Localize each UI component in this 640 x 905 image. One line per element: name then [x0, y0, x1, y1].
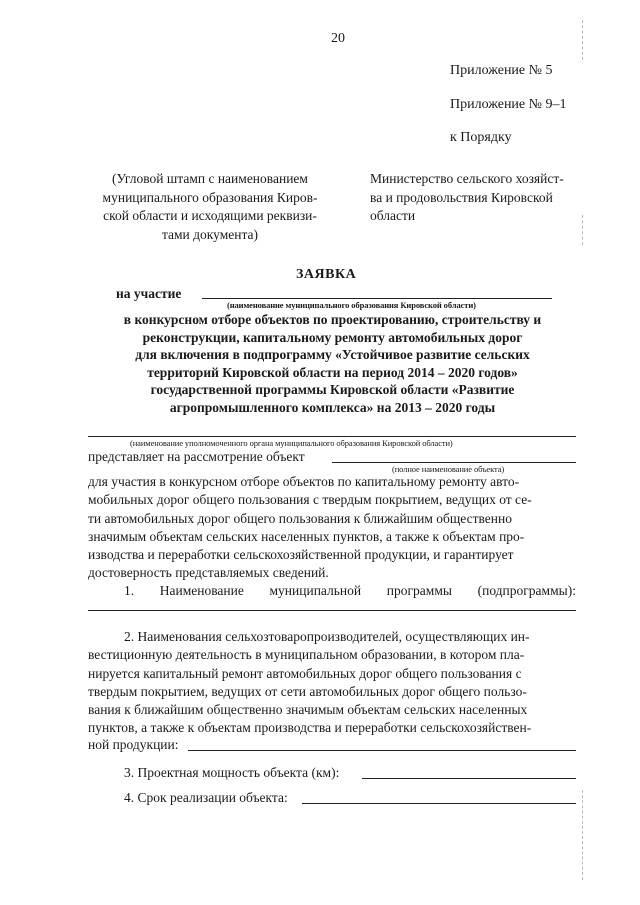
addressee-block — [370, 170, 564, 226]
item-2-blank-line — [188, 750, 576, 751]
stamp-line: муниципального образования Киров- — [102, 189, 318, 205]
scan-edge-mark — [582, 790, 583, 880]
page-number: 20 — [331, 31, 345, 46]
authority-caption: (наименование уполномоченного органа муниципального образования Кировской области) — [130, 438, 453, 448]
addressee-line: ва и продовольствия Кировской — [370, 189, 553, 205]
object-caption: (полное наименование объекта) — [392, 464, 505, 474]
item-1-word: Наименование — [159, 583, 244, 598]
stamp-line: тами документа) — [161, 226, 259, 242]
item-2-line: нируется капитальный ремонт автомобильных дорог общего пользования с — [88, 665, 522, 681]
scan-edge-mark — [582, 215, 583, 245]
stamp-line: ской области и исходящими реквизи- — [103, 208, 317, 223]
authority-blank-line — [88, 436, 576, 437]
item-1-number: 1. — [124, 583, 135, 598]
document-title: ЗАЯВКА — [296, 267, 357, 282]
item-1-heading — [124, 583, 576, 599]
item-2-line: вания к ближайшим общественно значимым объектам сельских населенных — [88, 702, 528, 718]
item-4-label: 4. Срок реализации объекта: — [124, 790, 288, 805]
item-2-line: твердым покрытием, ведущих от сети автомобильных дорог общего пользо- — [88, 683, 527, 699]
purpose-line: изводства и переработки сельскохозяйственной продукции, и гарантирует — [88, 547, 514, 563]
purpose-line: для участия в конкурсном отборе объектов по капитальному ремонту авто- — [88, 474, 520, 489]
municipality-blank-line — [202, 298, 552, 299]
object-blank-line — [332, 462, 576, 463]
attachment-5: Приложение № 5 — [450, 63, 553, 78]
item-2-line: пунктов, а также к объектам производства и переработки сельскохозяйствен- — [88, 720, 532, 736]
item-2-line: вестиционную деятельность в муниципальном образовании, в котором пла- — [88, 647, 525, 663]
form-heading — [90, 311, 575, 417]
addressee-line: области — [370, 208, 416, 223]
item-2-line: 2. Наименования сельхозтоваропроизводителей, осуществляющих ин- — [124, 629, 530, 644]
purpose-line: мобильных дорог общего пользования с твердым покрытием, ведущих от се- — [88, 492, 532, 508]
presents-label: представляет на рассмотрение объект — [88, 449, 305, 464]
scan-edge-mark — [582, 20, 583, 60]
municipality-caption: (наименование муниципального образования Кировской области) — [227, 300, 476, 310]
heading-line: реконструкции, капитальному ремонту автомобильных дорог — [142, 329, 523, 345]
item-1-word: программы — [386, 583, 452, 598]
item-2-paragraph — [88, 628, 576, 738]
heading-line: в конкурсном отборе объектов по проектированию, строительству и — [123, 312, 542, 327]
item-2-last-line: ной продукции: — [88, 737, 179, 752]
participation-label: на участие — [116, 286, 182, 301]
purpose-paragraph — [88, 473, 576, 583]
item-1-blank-line — [88, 610, 576, 611]
item-1-word: (подпрограммы): — [477, 583, 576, 598]
heading-line: агропромышленного комплекса» на 2013 – 2020 годы — [169, 399, 496, 415]
heading-line: для включения в подпрограмму «Устойчивое развитие сельских — [135, 347, 530, 363]
addressee-line: Министерство сельского хозяйст- — [370, 171, 564, 186]
purpose-line: ти автомобильных дорог общего пользования к ближайшим общественно — [88, 510, 512, 526]
attachment-9-1: Приложение № 9–1 — [450, 97, 567, 112]
purpose-line: достоверность представляемых сведений. — [88, 565, 329, 581]
heading-line: территорий Кировской области на период 2014 – 2020 годов» — [147, 364, 518, 380]
procedure-ref: к Порядку — [450, 130, 512, 145]
item-1-word: муниципальной — [269, 583, 362, 598]
heading-line: государственной программы Кировской области «Развитие — [150, 382, 515, 398]
item-3-blank-line — [362, 778, 576, 779]
purpose-line: значимым объектам сельских населенных пунктов, а также к объектам про- — [88, 528, 525, 544]
item-3-label: 3. Проектная мощность объекта (км): — [124, 765, 340, 780]
stamp-line: (Угловой штамп с наименованием — [112, 171, 308, 186]
item-4-blank-line — [302, 803, 576, 804]
corner-stamp-block — [85, 170, 335, 244]
